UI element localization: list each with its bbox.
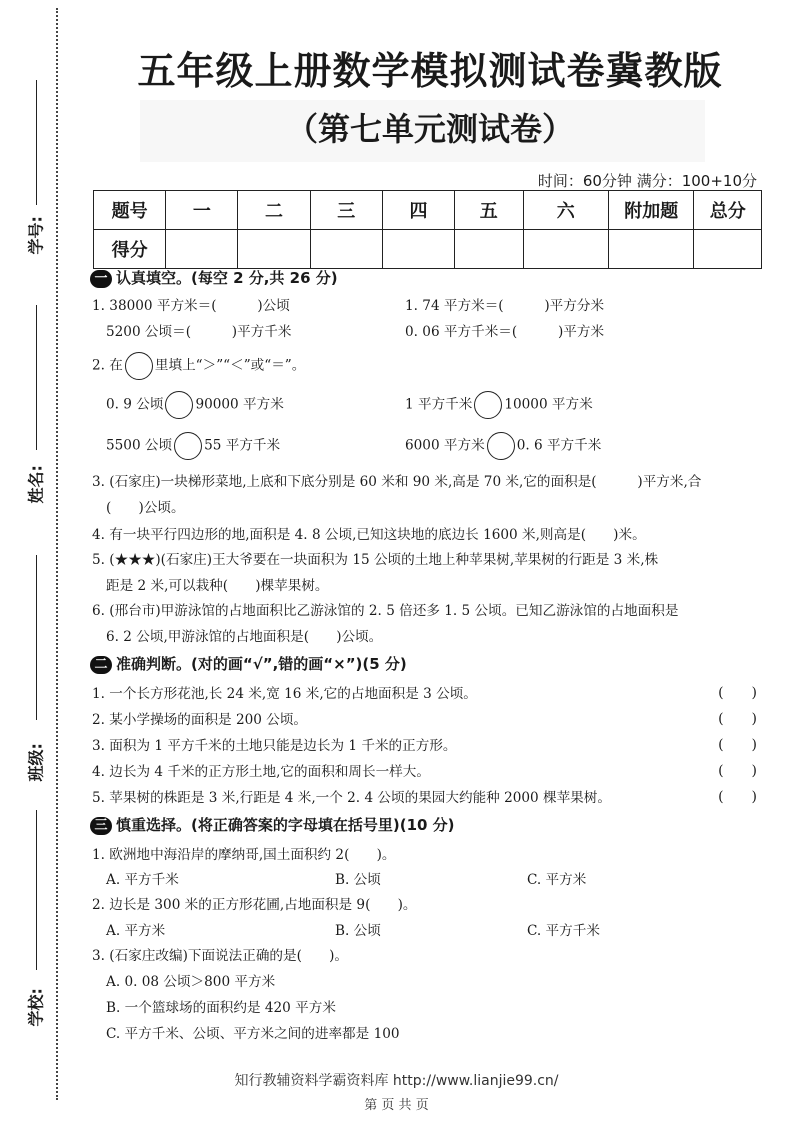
question-line: 1. 74 平方米＝( )平方分米: [405, 298, 605, 314]
choice-option[interactable]: B. 公顷: [335, 923, 381, 939]
question-line: 4. 有一块平行四边形的地,面积是 4. 8 公顷,已知这块地的底边长 1600 米,则高是( )米。: [92, 527, 646, 543]
table-cell: 二: [238, 191, 310, 230]
score-table: [93, 190, 762, 269]
table-cell: 题号: [94, 191, 166, 230]
compare-left: 0. 9 公顷: [106, 396, 164, 413]
score-table-score-row: [94, 230, 762, 269]
answer-circle[interactable]: [474, 391, 502, 419]
choice-option[interactable]: A. 平方米: [106, 923, 166, 939]
compare-item: [106, 391, 284, 419]
score-input-cell[interactable]: [382, 230, 454, 269]
compare-item: [106, 432, 280, 460]
table-cell: 总分: [694, 191, 762, 230]
score-table-header-row: [94, 191, 762, 230]
score-input-cell[interactable]: [166, 230, 238, 269]
table-cell: 四: [382, 191, 454, 230]
choice-question: 1. 欧洲地中海沿岸的摩纳哥,国土面积约 2( )。: [92, 847, 396, 863]
question-line: 5200 公顷＝( )平方千米: [106, 324, 292, 340]
school-label: 学校:: [26, 988, 46, 1027]
section-3-heading: [90, 814, 455, 835]
judge-item: 4. 边长为 4 千米的正方形土地,它的面积和周长一样大。: [92, 764, 430, 780]
score-input-cell[interactable]: [310, 230, 382, 269]
question-line: 6. (邢台市)甲游泳馆的占地面积比乙游泳馆的 2. 5 倍还多 1. 5 公顷。已知乙游泳馆的占地面积是: [92, 603, 679, 619]
section-title: 认真填空。(每空 2 分,共 26 分): [116, 269, 338, 287]
table-cell: 五: [455, 191, 523, 230]
section-badge: 三: [90, 817, 112, 835]
name-field[interactable]: [18, 305, 48, 505]
question-text: 2. 在: [92, 357, 123, 374]
question-line: 距是 2 米,可以栽种( )棵苹果树。: [106, 578, 329, 594]
name-label: 姓名:: [26, 465, 46, 504]
student-id-field[interactable]: [18, 80, 48, 280]
score-input-cell[interactable]: [523, 230, 608, 269]
judge-item: 2. 某小学操场的面积是 200 公顷。: [92, 712, 308, 728]
school-field[interactable]: [18, 810, 48, 1030]
judge-item: 5. 苹果树的株距是 3 米,行距是 4 米,一个 2. 4 公顷的果园大约能种 2000 棵苹果树。: [92, 790, 611, 806]
choice-question: 3. (石家庄改编)下面说法正确的是( )。: [92, 948, 349, 964]
answer-circle[interactable]: [125, 352, 153, 380]
compare-right: 55 平方千米: [204, 437, 281, 454]
class-label: 班级:: [26, 743, 46, 782]
answer-circle[interactable]: [174, 432, 202, 460]
score-input-cell[interactable]: [238, 230, 310, 269]
cut-line: [56, 8, 58, 1100]
question-line: 5. (★★★)(石家庄)王大爷要在一块面积为 15 公顷的土地上种苹果树,苹果树的行距是 3 米,株: [92, 552, 659, 568]
answer-circle[interactable]: [487, 432, 515, 460]
time-info: 时间：60分钟 满分：100+10分: [537, 172, 757, 190]
page-subtitle: （第七单元测试卷）: [285, 110, 574, 148]
compare-left: 6000 平方米: [405, 437, 485, 454]
student-id-label: 学号:: [26, 216, 46, 255]
question-line: 0. 06 平方千米＝( )平方米: [405, 324, 605, 340]
table-cell: 三: [310, 191, 382, 230]
table-cell: 附加题: [609, 191, 694, 230]
judge-item: 1. 一个长方形花池,长 24 米,宽 16 米,它的占地面积是 3 公顷。: [92, 686, 477, 702]
compare-item: [405, 391, 593, 419]
compare-left: 5500 公顷: [106, 437, 173, 454]
section-badge: 二: [90, 656, 112, 674]
section-1-heading: [90, 267, 338, 288]
score-input-cell[interactable]: [609, 230, 694, 269]
answer-paren[interactable]: ( ): [718, 685, 757, 701]
table-cell: 六: [523, 191, 608, 230]
choice-option[interactable]: B. 公顷: [335, 872, 381, 888]
answer-paren[interactable]: ( ): [718, 711, 757, 727]
question-line: 1. 38000 平方米＝( )公顷: [92, 298, 290, 314]
choice-option[interactable]: B. 一个篮球场的面积约是 420 平方米: [106, 1000, 336, 1016]
answer-paren[interactable]: ( ): [718, 763, 757, 779]
compare-left: 1 平方千米: [405, 396, 473, 413]
question-text: 里填上“＞”“＜”或“＝”。: [154, 357, 306, 374]
choice-option[interactable]: A. 0. 08 公顷＞800 平方米: [106, 974, 276, 990]
question-line: 3. (石家庄)一块梯形菜地,上底和下底分别是 60 米和 90 米,高是 70 米,它的面积是( )平方米,合: [92, 474, 702, 490]
page-title: 五年级上册数学模拟测试卷冀教版: [137, 49, 723, 93]
compare-right: 90000 平方米: [195, 396, 284, 413]
compare-right: 10000 平方米: [504, 396, 593, 413]
choice-question: 2. 边长是 300 米的正方形花圃,占地面积是 9( )。: [92, 897, 417, 913]
question-line: [92, 352, 305, 380]
compare-right: 0. 6 平方千米: [516, 437, 602, 454]
choice-option[interactable]: A. 平方千米: [106, 872, 179, 888]
score-input-cell[interactable]: [455, 230, 523, 269]
answer-paren[interactable]: ( ): [718, 789, 757, 805]
page-number: 第 页 共 页: [364, 1098, 429, 1113]
compare-item: [405, 432, 601, 460]
answer-paren[interactable]: ( ): [718, 737, 757, 753]
section-title: 慎重选择。(将正确答案的字母填在括号里)(10 分): [116, 816, 455, 834]
choice-option[interactable]: C. 平方千米: [527, 923, 600, 939]
question-line: 6. 2 公顷,甲游泳馆的占地面积是( )公顷。: [106, 629, 383, 645]
section-badge: 一: [90, 270, 112, 288]
score-input-cell[interactable]: [694, 230, 762, 269]
section-title: 准确判断。(对的画“√”,错的画“×”)(5 分): [116, 655, 407, 673]
table-cell: 得分: [94, 230, 166, 269]
choice-option[interactable]: C. 平方千米、公顷、平方米之间的进率都是 100: [106, 1026, 400, 1042]
class-field[interactable]: [18, 555, 48, 785]
binding-strip: [0, 0, 60, 1122]
answer-circle[interactable]: [165, 391, 193, 419]
table-cell: 一: [166, 191, 238, 230]
choice-option[interactable]: C. 平方米: [527, 872, 587, 888]
section-2-heading: [90, 653, 407, 674]
judge-item: 3. 面积为 1 平方千米的土地只能是边长为 1 千米的正方形。: [92, 738, 457, 754]
footer-source: 知行教辅资料学霸资料库 http://www.lianjie99.cn/: [234, 1073, 559, 1089]
question-line: ( )公顷。: [106, 500, 185, 516]
